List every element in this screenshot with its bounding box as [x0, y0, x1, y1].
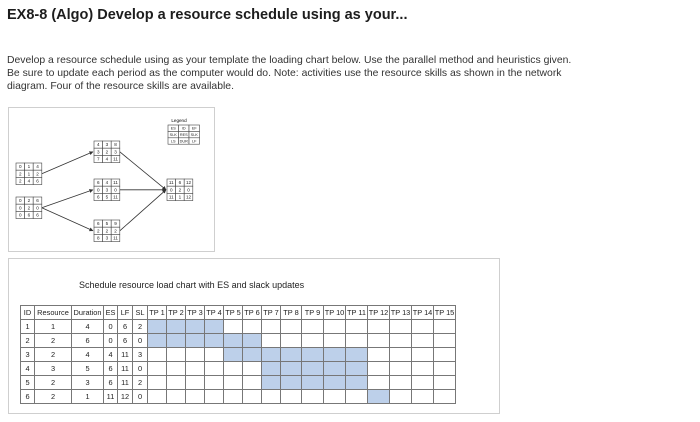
cell-resource: 2: [35, 348, 72, 362]
time-period-cell: [243, 376, 262, 390]
node-5-value: 8: [97, 235, 100, 241]
column-header: TP 3: [186, 306, 205, 320]
cell-resource: 3: [35, 362, 72, 376]
column-header: TP 14: [412, 306, 434, 320]
cell-lf: 6: [118, 334, 133, 348]
cell-id: 2: [21, 334, 35, 348]
column-header: TP 15: [434, 306, 456, 320]
time-period-cell: [434, 334, 456, 348]
node-2-value: 0: [19, 205, 22, 211]
legend-value: ID: [181, 126, 186, 131]
arrow-5-6: [120, 190, 166, 231]
cell-lf: 11: [118, 376, 133, 390]
cell-resource: 2: [35, 390, 72, 404]
time-period-cell: [412, 334, 434, 348]
node-2-value: 2: [27, 198, 31, 204]
node-4-value: 11: [113, 180, 118, 186]
time-period-cell: [224, 320, 243, 334]
node-3-value: 4: [97, 142, 100, 148]
time-period-cell: [368, 362, 390, 376]
time-period-cell: [224, 362, 243, 376]
cell-lf: 11: [118, 348, 133, 362]
column-header: ES: [104, 306, 118, 320]
time-period-cell: [346, 348, 368, 362]
time-period-cell: [390, 376, 412, 390]
node-3-value: 3: [97, 149, 100, 155]
column-header: LF: [118, 306, 133, 320]
time-period-cell: [368, 390, 390, 404]
node-2-value: 6: [36, 212, 39, 218]
legend-title: Legend: [171, 118, 187, 123]
arrow-1-3: [42, 152, 93, 174]
cell-id: 4: [21, 362, 35, 376]
time-period-cell: [281, 362, 302, 376]
time-period-cell: [302, 362, 324, 376]
column-header: ID: [21, 306, 35, 320]
time-period-cell: [186, 376, 205, 390]
column-header: TP 7: [262, 306, 281, 320]
time-period-cell: [224, 390, 243, 404]
node-5-value: 3: [105, 235, 109, 241]
table-row: [21, 390, 456, 404]
time-period-cell: [186, 348, 205, 362]
time-period-cell: [302, 390, 324, 404]
time-period-cell: [412, 390, 434, 404]
column-header: TP 5: [224, 306, 243, 320]
node-2-value: 0: [19, 198, 22, 204]
arrow-2-5: [42, 208, 93, 231]
node-6-value: 6: [178, 180, 182, 186]
resource-load-chart: [8, 258, 500, 414]
node-6-value: 11: [168, 194, 174, 200]
node-6-value: 1: [178, 194, 182, 200]
node-1-value: 1: [27, 171, 31, 177]
column-header: TP 8: [281, 306, 302, 320]
time-period-cell: [243, 320, 262, 334]
time-period-cell: [281, 348, 302, 362]
time-period-cell: [167, 334, 186, 348]
node-5-value: 2: [97, 228, 100, 234]
time-period-cell: [262, 348, 281, 362]
column-header: TP 1: [148, 306, 167, 320]
column-header: Resource: [35, 306, 72, 320]
cell-es: 11: [104, 390, 118, 404]
time-period-cell: [390, 348, 412, 362]
node-5-value: 9: [114, 221, 117, 227]
time-period-cell: [368, 376, 390, 390]
node-4-value: 0: [114, 187, 117, 193]
node-2-value: 0: [19, 212, 22, 218]
cell-es: 6: [104, 376, 118, 390]
time-period-cell: [281, 390, 302, 404]
table-row: [21, 348, 456, 362]
instructions-line-2: Be sure to update each period as the computer would do. Note: activities use the resource skills as shown in the network: [7, 68, 562, 79]
time-period-cell: [412, 376, 434, 390]
cell-es: 4: [104, 348, 118, 362]
time-period-cell: [186, 390, 205, 404]
cell-sl: 0: [133, 390, 148, 404]
cell-sl: 2: [133, 320, 148, 334]
time-period-cell: [167, 320, 186, 334]
time-period-cell: [368, 334, 390, 348]
time-period-cell: [262, 390, 281, 404]
node-3-value: 3: [105, 142, 109, 148]
network-diagram: [8, 107, 215, 252]
cell-es: 0: [104, 334, 118, 348]
time-period-cell: [324, 376, 346, 390]
cell-resource: 2: [35, 334, 72, 348]
cell-duration: 3: [72, 376, 104, 390]
time-period-cell: [346, 362, 368, 376]
time-period-cell: [390, 334, 412, 348]
node-1-value: 1: [27, 164, 31, 170]
cell-id: 1: [21, 320, 35, 334]
legend-value: LF: [192, 139, 197, 144]
time-period-cell: [324, 390, 346, 404]
time-period-cell: [324, 334, 346, 348]
node-1-value: 0: [19, 164, 22, 170]
cell-duration: 4: [72, 320, 104, 334]
node-6-value: 0: [187, 187, 190, 193]
time-period-cell: [148, 334, 167, 348]
time-period-cell: [205, 348, 224, 362]
time-period-cell: [412, 320, 434, 334]
time-period-cell: [224, 376, 243, 390]
time-period-cell: [302, 376, 324, 390]
load-chart-table: [20, 305, 456, 404]
time-period-cell: [148, 320, 167, 334]
node-5-value: 2: [114, 228, 117, 234]
column-header: SL: [133, 306, 148, 320]
time-period-cell: [243, 334, 262, 348]
time-period-cell: [167, 390, 186, 404]
column-header: TP 9: [302, 306, 324, 320]
time-period-cell: [390, 320, 412, 334]
cell-sl: 0: [133, 334, 148, 348]
time-period-cell: [302, 320, 324, 334]
time-period-cell: [390, 362, 412, 376]
node-6-value: 0: [170, 187, 173, 193]
node-4-value: 11: [113, 194, 118, 200]
arrow-2-4: [42, 190, 93, 208]
node-1-value: 2: [19, 178, 22, 184]
legend-value: RES: [179, 133, 188, 138]
legend-value: DUR: [179, 139, 188, 144]
arrow-3-6: [120, 152, 166, 190]
column-header: TP 13: [390, 306, 412, 320]
cell-id: 3: [21, 348, 35, 362]
time-period-cell: [186, 362, 205, 376]
column-header: TP 10: [324, 306, 346, 320]
time-period-cell: [368, 320, 390, 334]
node-3-value: 2: [105, 149, 109, 155]
time-period-cell: [434, 376, 456, 390]
time-period-cell: [262, 376, 281, 390]
cell-es: 0: [104, 320, 118, 334]
time-period-cell: [167, 348, 186, 362]
time-period-cell: [346, 334, 368, 348]
node-6-value: 12: [185, 180, 192, 186]
time-period-cell: [167, 376, 186, 390]
time-period-cell: [243, 362, 262, 376]
node-4-value: 5: [105, 194, 109, 200]
cell-duration: 1: [72, 390, 104, 404]
time-period-cell: [302, 334, 324, 348]
cell-duration: 5: [72, 362, 104, 376]
cell-resource: 2: [35, 376, 72, 390]
cell-lf: 11: [118, 362, 133, 376]
time-period-cell: [148, 390, 167, 404]
time-period-cell: [262, 320, 281, 334]
legend-value: LS: [170, 139, 176, 144]
time-period-cell: [412, 362, 434, 376]
node-3-value: 3: [114, 149, 117, 155]
node-4-value: 4: [105, 180, 109, 186]
column-header: TP 2: [167, 306, 186, 320]
time-period-cell: [346, 320, 368, 334]
column-header: TP 6: [243, 306, 262, 320]
time-period-cell: [262, 334, 281, 348]
time-period-cell: [324, 362, 346, 376]
cell-sl: 2: [133, 376, 148, 390]
time-period-cell: [346, 376, 368, 390]
node-2-value: 6: [36, 198, 39, 204]
time-period-cell: [434, 348, 456, 362]
node-3-value: 7: [97, 156, 100, 162]
node-4-value: 0: [97, 187, 100, 193]
time-period-cell: [324, 320, 346, 334]
table-row: [21, 334, 456, 348]
cell-duration: 4: [72, 348, 104, 362]
load-chart-title: Schedule resource load chart with ES and slack updates: [79, 280, 305, 290]
node-1-value: 2: [36, 171, 39, 177]
node-1-value: 4: [36, 164, 39, 170]
time-period-cell: [243, 390, 262, 404]
time-period-cell: [224, 348, 243, 362]
table-row: [21, 376, 456, 390]
time-period-cell: [434, 390, 456, 404]
node-4-value: 3: [105, 187, 109, 193]
cell-id: 5: [21, 376, 35, 390]
node-5-value: 2: [105, 228, 109, 234]
node-4-value: 6: [97, 194, 100, 200]
node-4-value: 6: [97, 180, 100, 186]
cell-id: 6: [21, 390, 35, 404]
legend-value: SLK: [190, 133, 198, 138]
time-period-cell: [148, 376, 167, 390]
time-period-cell: [148, 348, 167, 362]
time-period-cell: [205, 334, 224, 348]
time-period-cell: [186, 320, 205, 334]
node-2-value: 0: [36, 205, 39, 211]
time-period-cell: [346, 390, 368, 404]
time-period-cell: [205, 390, 224, 404]
time-period-cell: [224, 334, 243, 348]
node-1-value: 4: [27, 178, 31, 184]
table-row: [21, 320, 456, 334]
column-header: TP 11: [346, 306, 368, 320]
node-6-value: 12: [185, 194, 192, 200]
time-period-cell: [302, 348, 324, 362]
time-period-cell: [434, 320, 456, 334]
time-period-cell: [390, 390, 412, 404]
table-row: [21, 362, 456, 376]
node-3-value: 4: [105, 156, 109, 162]
legend-value: ES: [170, 126, 176, 131]
cell-sl: 0: [133, 362, 148, 376]
time-period-cell: [324, 348, 346, 362]
instructions-line-3: diagram. Four of the resource skills are available.: [7, 81, 234, 92]
column-header: TP 12: [368, 306, 390, 320]
time-period-cell: [205, 362, 224, 376]
node-1-value: 2: [19, 171, 22, 177]
node-3-value: 11: [113, 156, 118, 162]
cell-resource: 1: [35, 320, 72, 334]
cell-duration: 6: [72, 334, 104, 348]
time-period-cell: [281, 320, 302, 334]
node-5-value: 5: [105, 221, 109, 227]
time-period-cell: [281, 334, 302, 348]
time-period-cell: [281, 376, 302, 390]
node-5-value: 11: [113, 235, 118, 241]
column-header: TP 4: [205, 306, 224, 320]
time-period-cell: [262, 362, 281, 376]
time-period-cell: [167, 362, 186, 376]
instructions-line-1: Develop a resource schedule using as your template the loading chart below. Use the parallel method and heuristics given.: [7, 55, 572, 66]
time-period-cell: [148, 362, 167, 376]
legend-value: EF: [191, 126, 197, 131]
node-2-value: 6: [27, 212, 31, 218]
time-period-cell: [412, 348, 434, 362]
node-6-value: 11: [168, 180, 174, 186]
node-5-value: 6: [97, 221, 100, 227]
question-title: EX8-8 (Algo) Develop a resource schedule using as your...: [7, 7, 408, 23]
cell-es: 6: [104, 362, 118, 376]
node-3-value: 8: [114, 142, 117, 148]
time-period-cell: [205, 376, 224, 390]
cell-sl: 3: [133, 348, 148, 362]
time-period-cell: [243, 348, 262, 362]
node-6-value: 2: [178, 187, 182, 193]
time-period-cell: [186, 334, 205, 348]
node-2-value: 2: [27, 205, 31, 211]
time-period-cell: [205, 320, 224, 334]
cell-lf: 6: [118, 320, 133, 334]
column-header: Duration: [72, 306, 104, 320]
legend-value: SLK: [169, 133, 177, 138]
cell-lf: 12: [118, 390, 133, 404]
time-period-cell: [368, 348, 390, 362]
node-1-value: 6: [36, 178, 39, 184]
time-period-cell: [434, 362, 456, 376]
